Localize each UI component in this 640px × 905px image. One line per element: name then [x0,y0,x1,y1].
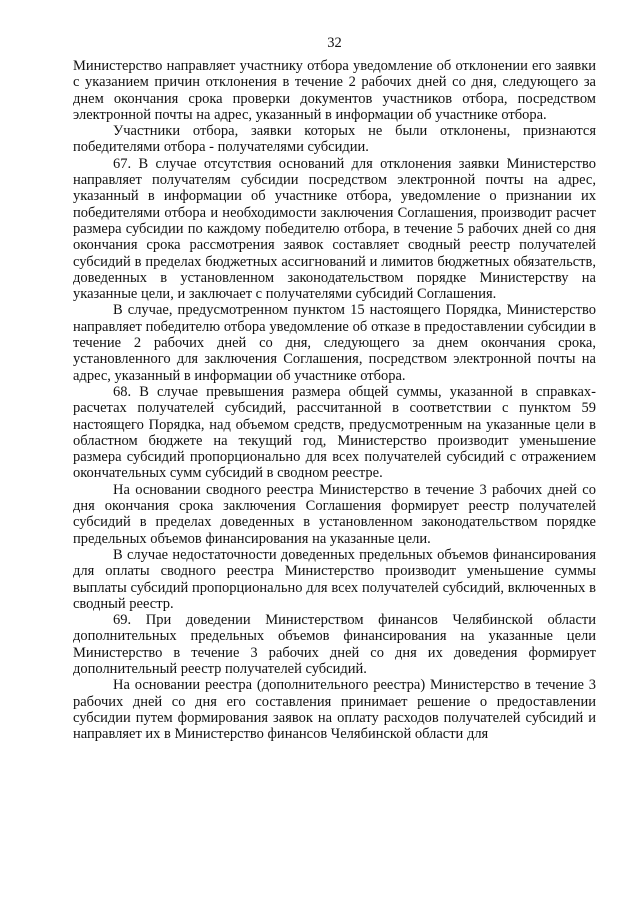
paragraph-winners: Участники отбора, заявки которых не были отклонены, признаются победителями отбора - получателями субсидии. [73,123,596,156]
paragraph-register-decision: На основании реестра (дополнительного реестра) Министерство в течение 3 рабочих дней со дня его составления принимает решение о предоставлении субсидии путем формирования заявок на оплату расходов получателей субсидий и направляет их в Министерство финансов Челябинской области для [73,677,596,743]
page-number: 32 [327,35,342,51]
paragraph-67: 67. В случае отсутствия оснований для отклонения заявки Министерство направляет получателям субсидии посредством электронной почты на адрес, указанный в информации об участнике отбора, уведомление о признании их победителями отбора и необходимости заключения Соглашения, производит расчет размера субсидии по каждому победителю отбора, в течение 5 рабочих дней со дня окончания срока рассмотрения заявок составляет сводный реестр получателей субсидий в пределах бюджетных ассигнований и лимитов бюджетных обязательств, доведенных в установленном законодательством порядке Министерству на указанные цели, и заключает с получателями субсидий Соглашения. [73,155,596,303]
paragraph-refusal-notice: В случае, предусмотренном пунктом 15 настоящего Порядка, Министерство направляет победителю отбора уведомление об отказе в предоставлении субсидии в течение 2 рабочих дней со дня, следующего за днем окончания срока, установленного для заключения Соглашения, посредством электронной почты на адрес, указанный в информации об участнике отбора. [73,302,596,384]
paragraph-recipients-register: На основании сводного реестра Министерство в течение 3 рабочих дней со дня окончания срока заключения Соглашения формирует реестр получателей субсидий в пределах доведенных в установленном законодательством порядке предельных объемов финансирования на указанные цели. [73,481,596,547]
paragraph-rejection-notice: Министерство направляет участнику отбора уведомление об отклонении его заявки с указанием причин отклонения в течение 2 рабочих дней со дня, следующего за днем окончания срока проверки документов участников отбора, посредством электронной почты на адрес, указанный в информации об участнике отбора. [73,58,596,123]
paragraph-68: 68. В случае превышения размера общей суммы, указанной в справках-расчетах получателей субсидий, рассчитанной в соответствии с пунктом 59 настоящего Порядка, над объемом средств, предусмотренным на указанные цели в областном бюджете на текущий год, Министерство производит уменьшение размера субсидий пропорционально для всех получателей субсидий с отражением окончательных сумм субсидий в сводном реестре. [73,383,596,482]
paragraph-insufficient-funding: В случае недостаточности доведенных предельных объемов финансирования для оплаты сводного реестра Министерство производит уменьшение суммы выплаты субсидий пропорционально для всех получателей субсидий, включенных в сводный реестр. [73,546,596,612]
paragraph-69: 69. При доведении Министерством финансов Челябинской области дополнительных предельных объемов финансирования на указанные цели Министерство в течение 3 рабочих дней со дня их доведения формирует дополнительный реестр получателей субсидий. [73,612,596,677]
